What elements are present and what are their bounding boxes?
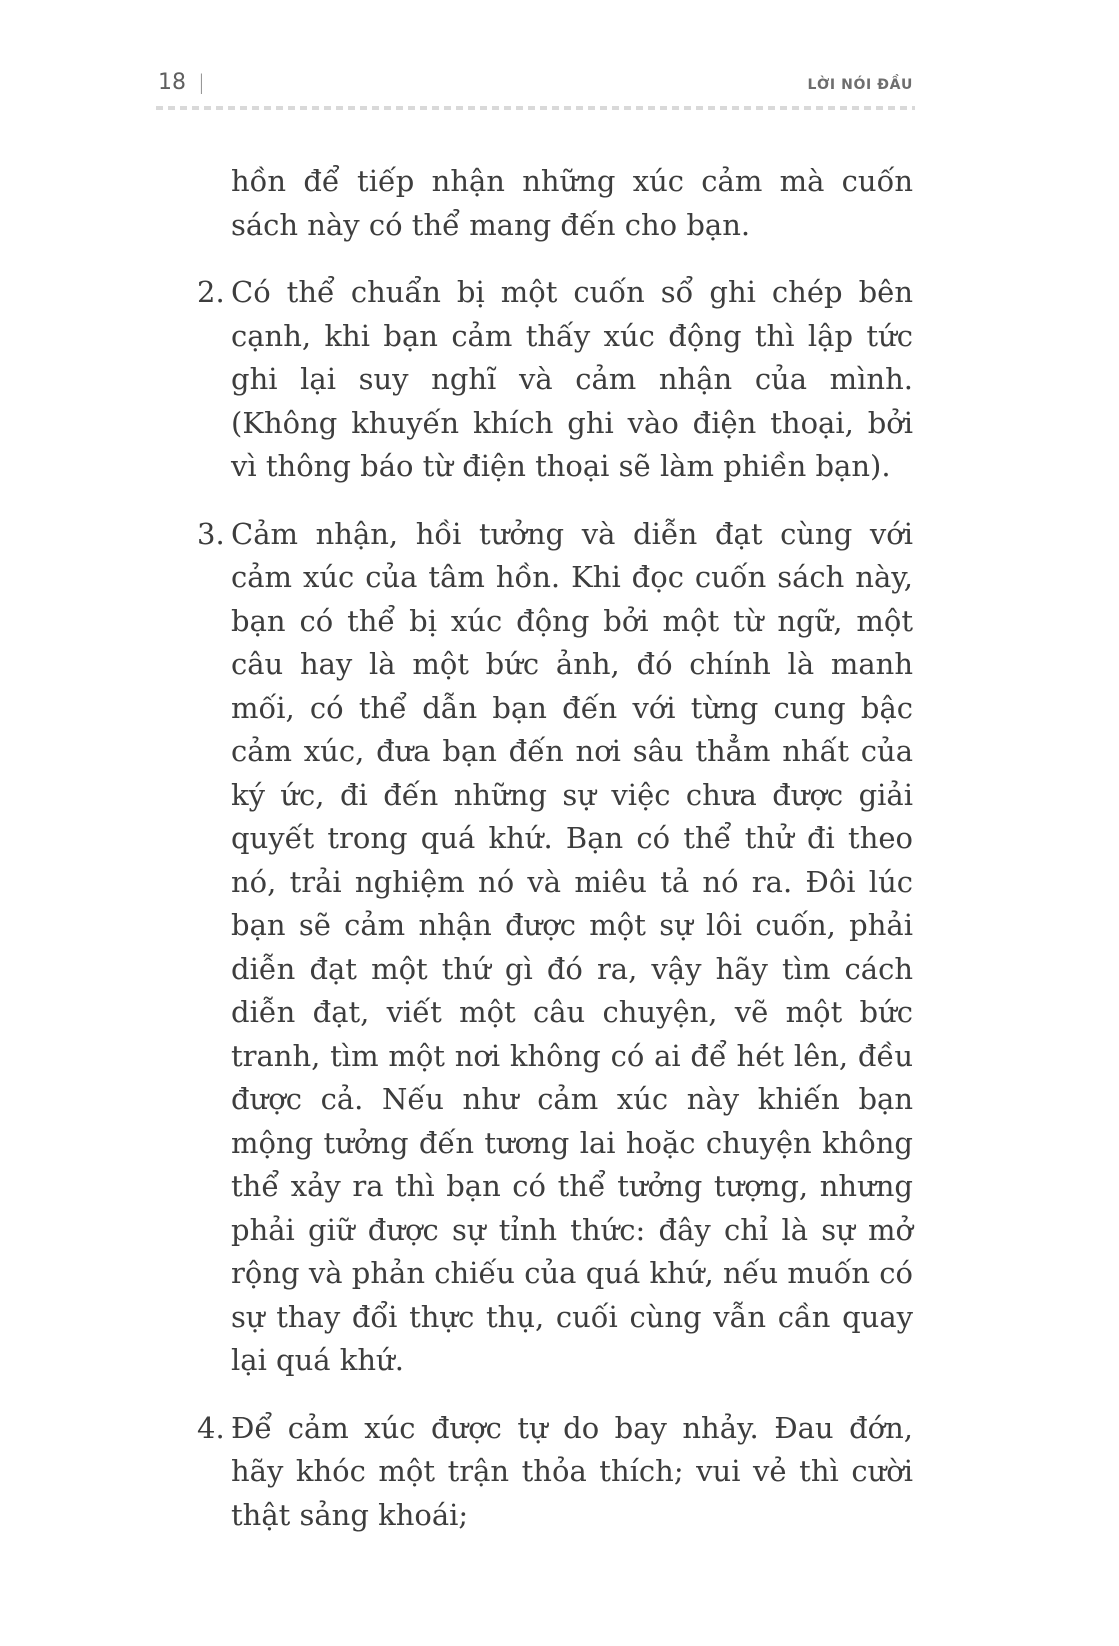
list-item-number: 2. [197,275,225,309]
running-title: LỜI NÓI ĐẦU [807,77,913,93]
list-item-text: Để cảm xúc được tự do bay nhảy. Đau đớn, hãy khóc một trận thỏa thích; vui vẻ thì cười thật sảng khoái; [231,1410,913,1532]
list-item [197,271,913,489]
page-number: 18 [158,70,186,95]
page-header [158,70,913,95]
continuation-paragraph: hồn để tiếp nhận những xúc cảm mà cuốn sách này có thể mang đến cho bạn. [231,164,913,242]
page-number-group [158,70,205,95]
body-text [197,160,913,1537]
list-item-text: Cảm nhận, hồi tưởng và diễn đạt cùng với cảm xúc của tâm hồn. Khi đọc cuốn sách này, bạn có thể bị xúc động bởi một từ ngữ, một câu hay là một bức ảnh, đó chính là manh mối, có thể dẫn bạn đến với từng cung bậc cảm xúc, đưa bạn đến nơi sâu thẳm nhất của ký ức, đi đến những sự việc chưa được giải quyết trong quá khứ. Bạn có thể thử đi theo nó, trải nghiệm nó và miêu tả nó ra. Đôi lúc bạn sẽ cảm nhận được một sự lôi cuốn, phải diễn đạt một thứ gì đó ra, vậy hãy tìm cách diễn đạt, viết một câu chuyện, vẽ một bức tranh, tìm một nơi không có ai để hét lên, đều được cả. Nếu như cảm xúc này khiến bạn mộng tưởng đến tương lai hoặc chuyện không thể xảy ra thì bạn có thể tưởng tượng, nhưng phải giữ được sự tỉnh thức: đây chỉ là sự mở rộng và phản chiếu của quá khứ, nếu muốn có sự thay đổi thực thụ, cuối cùng vẫn cần quay lại quá khứ. [231,516,913,1377]
list-item [197,513,913,1383]
header-dashed-rule [156,106,915,110]
header-separator: | [198,70,205,94]
list-item [197,1407,913,1538]
list-item-number: 3. [197,516,225,551]
list-item-number: 4. [197,1410,225,1445]
list-item-text: Có thể chuẩn bị một cuốn sổ ghi chép bên cạnh, khi bạn cảm thấy xúc động thì lập tức ghi lại suy nghĩ và cảm nhận của mình. (Không khuyến khích ghi vào điện thoại, bởi vì thông báo từ điện thoại sẽ làm phiền bạn). [231,275,913,483]
